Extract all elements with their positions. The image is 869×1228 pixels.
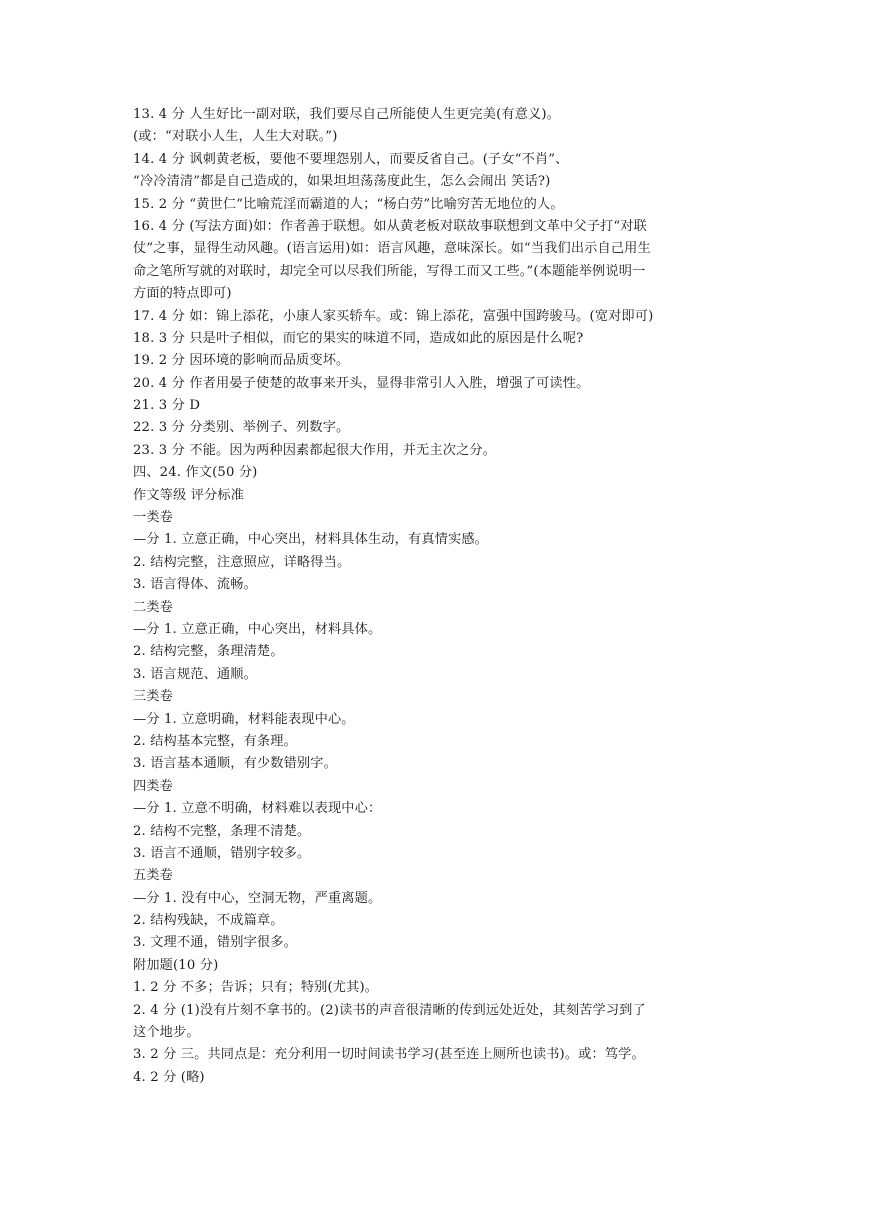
text-line: 2. 4 分 (1)没有片刻不拿书的。(2)读书的声音很清晰的传到远处近处，其刻苦学习到了 — [133, 1002, 646, 1018]
text-line: 2. 结构基本完整，有条理。 — [133, 733, 297, 749]
text-line: 16. 4 分 (写法方面)如：作者善于联想。如从黄老板对联故事联想到文革中父子打“对联 — [133, 218, 647, 234]
text-line: 15. 2 分 “黄世仁”比喻荒淫而霸道的人；“杨白劳”比喻穷苦无地位的人。 — [133, 196, 564, 212]
text-line: 18. 3 分 只是叶子相似，而它的果实的味道不同，造成如此的原因是什么呢? — [133, 330, 584, 346]
text-line: 2. 结构不完整，条理不清楚。 — [133, 823, 311, 839]
text-line: —分 1. 立意不明确，材料难以表现中心： — [133, 801, 382, 817]
text-line: 17. 4 分 如：锦上添花，小康人家买轿车。或：锦上添花，富强中国跨骏马。(宽对即可) — [133, 308, 654, 324]
text-line: 13. 4 分 人生好比一副对联，我们要尽自己所能使人生更完美(有意义)。 — [133, 107, 561, 122]
grade-heading: 二类卷 — [133, 599, 174, 615]
text-line: 3. 2 分 三。共同点是：充分利用一切时间读书学习(甚至连上厕所也读书)。或：笃学。 — [133, 1047, 645, 1063]
text-line: 2. 结构残缺，不成篇章。 — [133, 913, 284, 929]
text-line: 20. 4 分 作者用晏子使楚的故事来开头，显得非常引人入胜，增强了可读性。 — [133, 375, 590, 391]
text-line: 3. 文理不通，错别字很多。 — [133, 935, 297, 951]
text-line: 命之笔所写就的对联时，却完全可以尽我们所能，写得工而又工些。”(本题能举例说明一 — [133, 263, 646, 279]
text-line: 3. 语言规范、通顺。 — [133, 666, 257, 682]
text-line: 3. 语言不通顺，错别字较多。 — [133, 845, 311, 861]
text-line: 这个地步。 — [133, 1025, 200, 1041]
grade-heading: 五类卷 — [133, 868, 174, 884]
text-line: “冷冷清清”都是自己造成的，如果坦坦荡荡度此生，怎么会闹出 笑话?) — [133, 174, 551, 190]
text-line: 2. 结构完整，条理清楚。 — [133, 644, 284, 660]
text-line: 作文等级 评分标准 — [133, 487, 245, 503]
section-heading: 附加题(10 分) — [133, 957, 219, 973]
text-line: 3. 语言得体、流畅。 — [133, 577, 257, 593]
text-line: 19. 2 分 因环境的影响而品质变坏。 — [133, 353, 350, 369]
grade-heading: 一类卷 — [133, 510, 174, 526]
text-line: 23. 3 分 不能。因为两种因素都起很大作用，并无主次之分。 — [133, 442, 497, 458]
text-line: 仗”之事，显得生动风趣。(语言运用)如：语言风趣，意味深长。如“当我们出示自己用生 — [133, 241, 651, 257]
text-line: 4. 2 分 (略) — [133, 1069, 205, 1085]
text-line: 2. 结构完整，注意照应，详略得当。 — [133, 554, 351, 570]
text-line: —分 1. 立意正确，中心突出，材料具体生动，有真情实感。 — [133, 532, 489, 548]
text-line: —分 1. 立意正确，中心突出，材料具体。 — [133, 621, 382, 637]
section-heading: 四、24. 作文(50 分) — [133, 465, 258, 481]
text-line: 1. 2 分 不多；告诉；只有；特别(尤其)。 — [133, 980, 379, 996]
answer-key-text — [133, 104, 743, 1089]
text-line: (或：“对联小人生，人生大对联。”) — [133, 129, 338, 145]
text-line: 14. 4 分 讽刺黄老板，要他不要埋怨别人，而要反省自己。(子女“不肖”、 — [133, 151, 569, 167]
text-line: 21. 3 分 D — [133, 398, 201, 414]
grade-heading: 四类卷 — [133, 778, 174, 794]
text-line: 3. 语言基本通顺，有少数错别字。 — [133, 756, 337, 772]
grade-heading: 三类卷 — [133, 689, 174, 705]
text-line: —分 1. 没有中心，空洞无物，严重离题。 — [133, 890, 382, 906]
text-line: —分 1. 立意明确，材料能表现中心。 — [133, 711, 355, 727]
text-line: 方面的特点即可) — [133, 286, 232, 302]
text-line: 22. 3 分 分类别、举例子、列数字。 — [133, 420, 350, 436]
